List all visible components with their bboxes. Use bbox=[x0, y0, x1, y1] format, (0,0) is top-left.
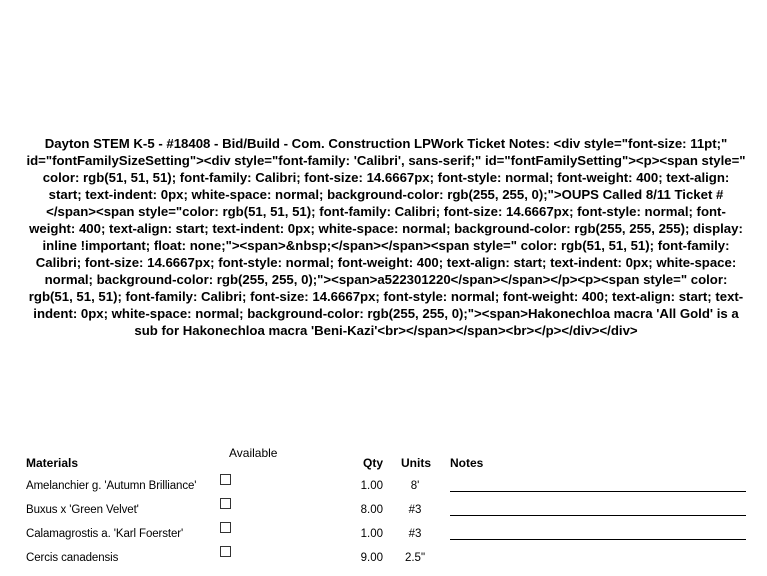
table-row bbox=[0, 480, 767, 504]
units-value: 2.5" bbox=[404, 552, 426, 564]
units-value: 8' bbox=[410, 480, 420, 492]
units-value: #3 bbox=[408, 504, 422, 516]
notes-header: Notes bbox=[450, 456, 484, 470]
notes-line bbox=[450, 539, 746, 540]
available-checkbox[interactable] bbox=[220, 498, 231, 509]
ticket-title: Dayton STEM K-5 - #18408 - Bid/Build - Com. Construction LPWork Ticket Notes: <div style="font-size: 11pt;" id="fontFamilySizeSetting"><div style="font-family: 'Calibri', sans-serif;" id="fontFamilySetting"><p><span style=" color: rgb(51, 51, 51); font-family: Calibri; font-size: 14.6667px; font-style: normal; font-weight: 400; text-align: start; text-indent: 0px; white-space: normal; background-color: rgb(255, 255, 0);">OUPS Called 8/11 Ticket #</span><span style="color: rgb(51, 51, 51); font-family: Calibri; font-size: 14.6667px; font-style: normal; font-weight: 400; text-align: start; text-indent: 0px; white-space: normal; background-color: rgb(255, 255, 255); display: inline !important; float: none;"><span>&nbsp;</span></span><span style=" color: rgb(51, 51, 51); font-family: Calibri; font-size: 14.6667px; font-style: normal; font-weight: 400; text-align: start; text-indent: 0px; white-space: normal; background-color: rgb(255, 255, 0);"><span>a522301220</span></span></p><p><span style=" color: rgb(51, 51, 51); font-family: Calibri; font-size: 14.6667px; font-style: normal; font-weight: 400; text-align: start; text-indent: 0px; white-space: normal; background-color: rgb(255, 255, 0);"><span>Hakonechloa macra 'All Gold' is a sub for Hakonechloa macra 'Beni-Kazi'<br></span></span><br></p></div></div> bbox=[26, 136, 746, 338]
materials-header: Materials bbox=[26, 456, 79, 470]
notes-line bbox=[450, 491, 746, 492]
quantity-value: 1.00 bbox=[360, 480, 383, 492]
units-header: Units bbox=[401, 456, 431, 470]
notes-line bbox=[450, 515, 746, 516]
material-name: Amelanchier g. 'Autumn Brilliance' bbox=[26, 480, 197, 492]
available-column-label: Available bbox=[229, 446, 278, 460]
table-row bbox=[0, 528, 767, 552]
quantity-value: 8.00 bbox=[360, 504, 383, 516]
available-checkbox[interactable] bbox=[220, 474, 231, 485]
material-name: Cercis canadensis bbox=[26, 552, 119, 564]
qty-header: Qty bbox=[363, 456, 384, 470]
available-checkbox[interactable] bbox=[220, 522, 231, 533]
available-checkbox[interactable] bbox=[220, 546, 231, 557]
quantity-value: 9.00 bbox=[360, 552, 383, 564]
units-value: #3 bbox=[408, 528, 422, 540]
table-row bbox=[0, 504, 767, 528]
quantity-value: 1.00 bbox=[360, 528, 383, 540]
material-name: Calamagrostis a. 'Karl Foerster' bbox=[26, 528, 184, 540]
material-name: Buxus x 'Green Velvet' bbox=[26, 504, 139, 516]
table-row bbox=[0, 552, 767, 576]
